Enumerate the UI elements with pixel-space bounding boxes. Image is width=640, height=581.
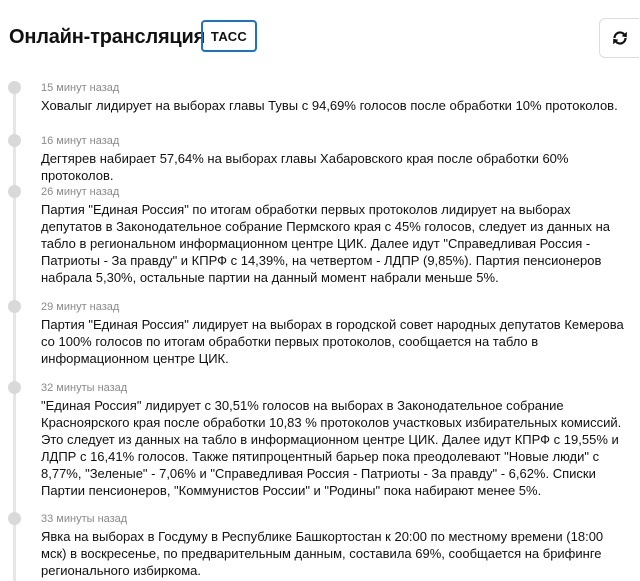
live-feed-header <box>0 0 640 64</box>
entry-text: Партия "Единая Россия" по итогам обработки первых протоколов лидирует на выборах депутатов в Законодательное собрание Пермского края с 45% голосов, следует из данных на табло в региональном информационном центре ЦИК. Далее идут "Справедливая Россия - Патриоты - За правду" и КПРФ с 14,39%, на четвертом - ЛДПР (9,85%). Партия пенсионеров набрала 5,30%, остальные партии на данный момент набрали меньше 5%. <box>41 202 610 285</box>
timeline-dot <box>8 512 21 525</box>
entry-timestamp: 33 минуты назад <box>41 513 128 525</box>
refresh-button[interactable] <box>599 18 639 58</box>
refresh-icon <box>611 30 629 46</box>
entry-timestamp: 16 минут назад <box>41 135 120 147</box>
timeline-dot <box>8 381 21 394</box>
source-badge[interactable]: ТАСС <box>201 20 257 52</box>
timeline-dot <box>8 185 21 198</box>
entry-text: "Единая Россия" лидирует с 30,51% голосов на выборах в Законодательное собрание Красноярского края после обработки 10,83 % протоколов участковых избирательных комиссий. Это следует из данных на табло в информационном центре ЦИК. Далее идут КПРФ с 19,55% и ЛДПР с 16,41% голосов. Также пятипроцентный барьер пока преодолевают "Новые люди" с 8,77%, "Зеленые" - 7,06% и "Справедливая Россия - Патриоты - За правду" - 6,62%. Списки Партии пенсионеров, "Коммунистов России" и "Родины" пока набирают менее 5%. <box>41 398 622 498</box>
entry-text: Ховалыг лидирует на выборах главы Тувы с 94,69% голосов после обработки 10% протоколов. <box>41 98 618 113</box>
live-feed <box>0 72 640 581</box>
timeline-dot <box>8 134 21 147</box>
entry-text: Партия "Единая Россия" лидирует на выборах в городской совет народных депутатов Кемерова со 100% голосов по итогам обработки первых протоколов, сообщается на табло в информационном центре ЦИК. <box>41 317 624 366</box>
entry-text: Явка на выборах в Госдуму в Республике Башкортостан к 20:00 по местному времени (18:00 мск) в воскресенье, по предварительным данным, составила 69%, сообщается на брифинге регионального избиркома. <box>41 529 604 578</box>
timeline-dot <box>8 300 21 313</box>
entry-timestamp: 15 минут назад <box>41 82 120 94</box>
timeline-dot <box>8 81 21 94</box>
entry-timestamp: 29 минут назад <box>41 301 120 313</box>
entry-timestamp: 26 минут назад <box>41 186 120 198</box>
entry-text: Дегтярев набирает 57,64% на выборах главы Хабаровского края после обработки 60% протоколов. <box>41 151 569 183</box>
timeline-line <box>13 82 16 581</box>
page-title: Онлайн-трансляция <box>9 26 206 48</box>
entry-timestamp: 32 минуты назад <box>41 382 128 394</box>
